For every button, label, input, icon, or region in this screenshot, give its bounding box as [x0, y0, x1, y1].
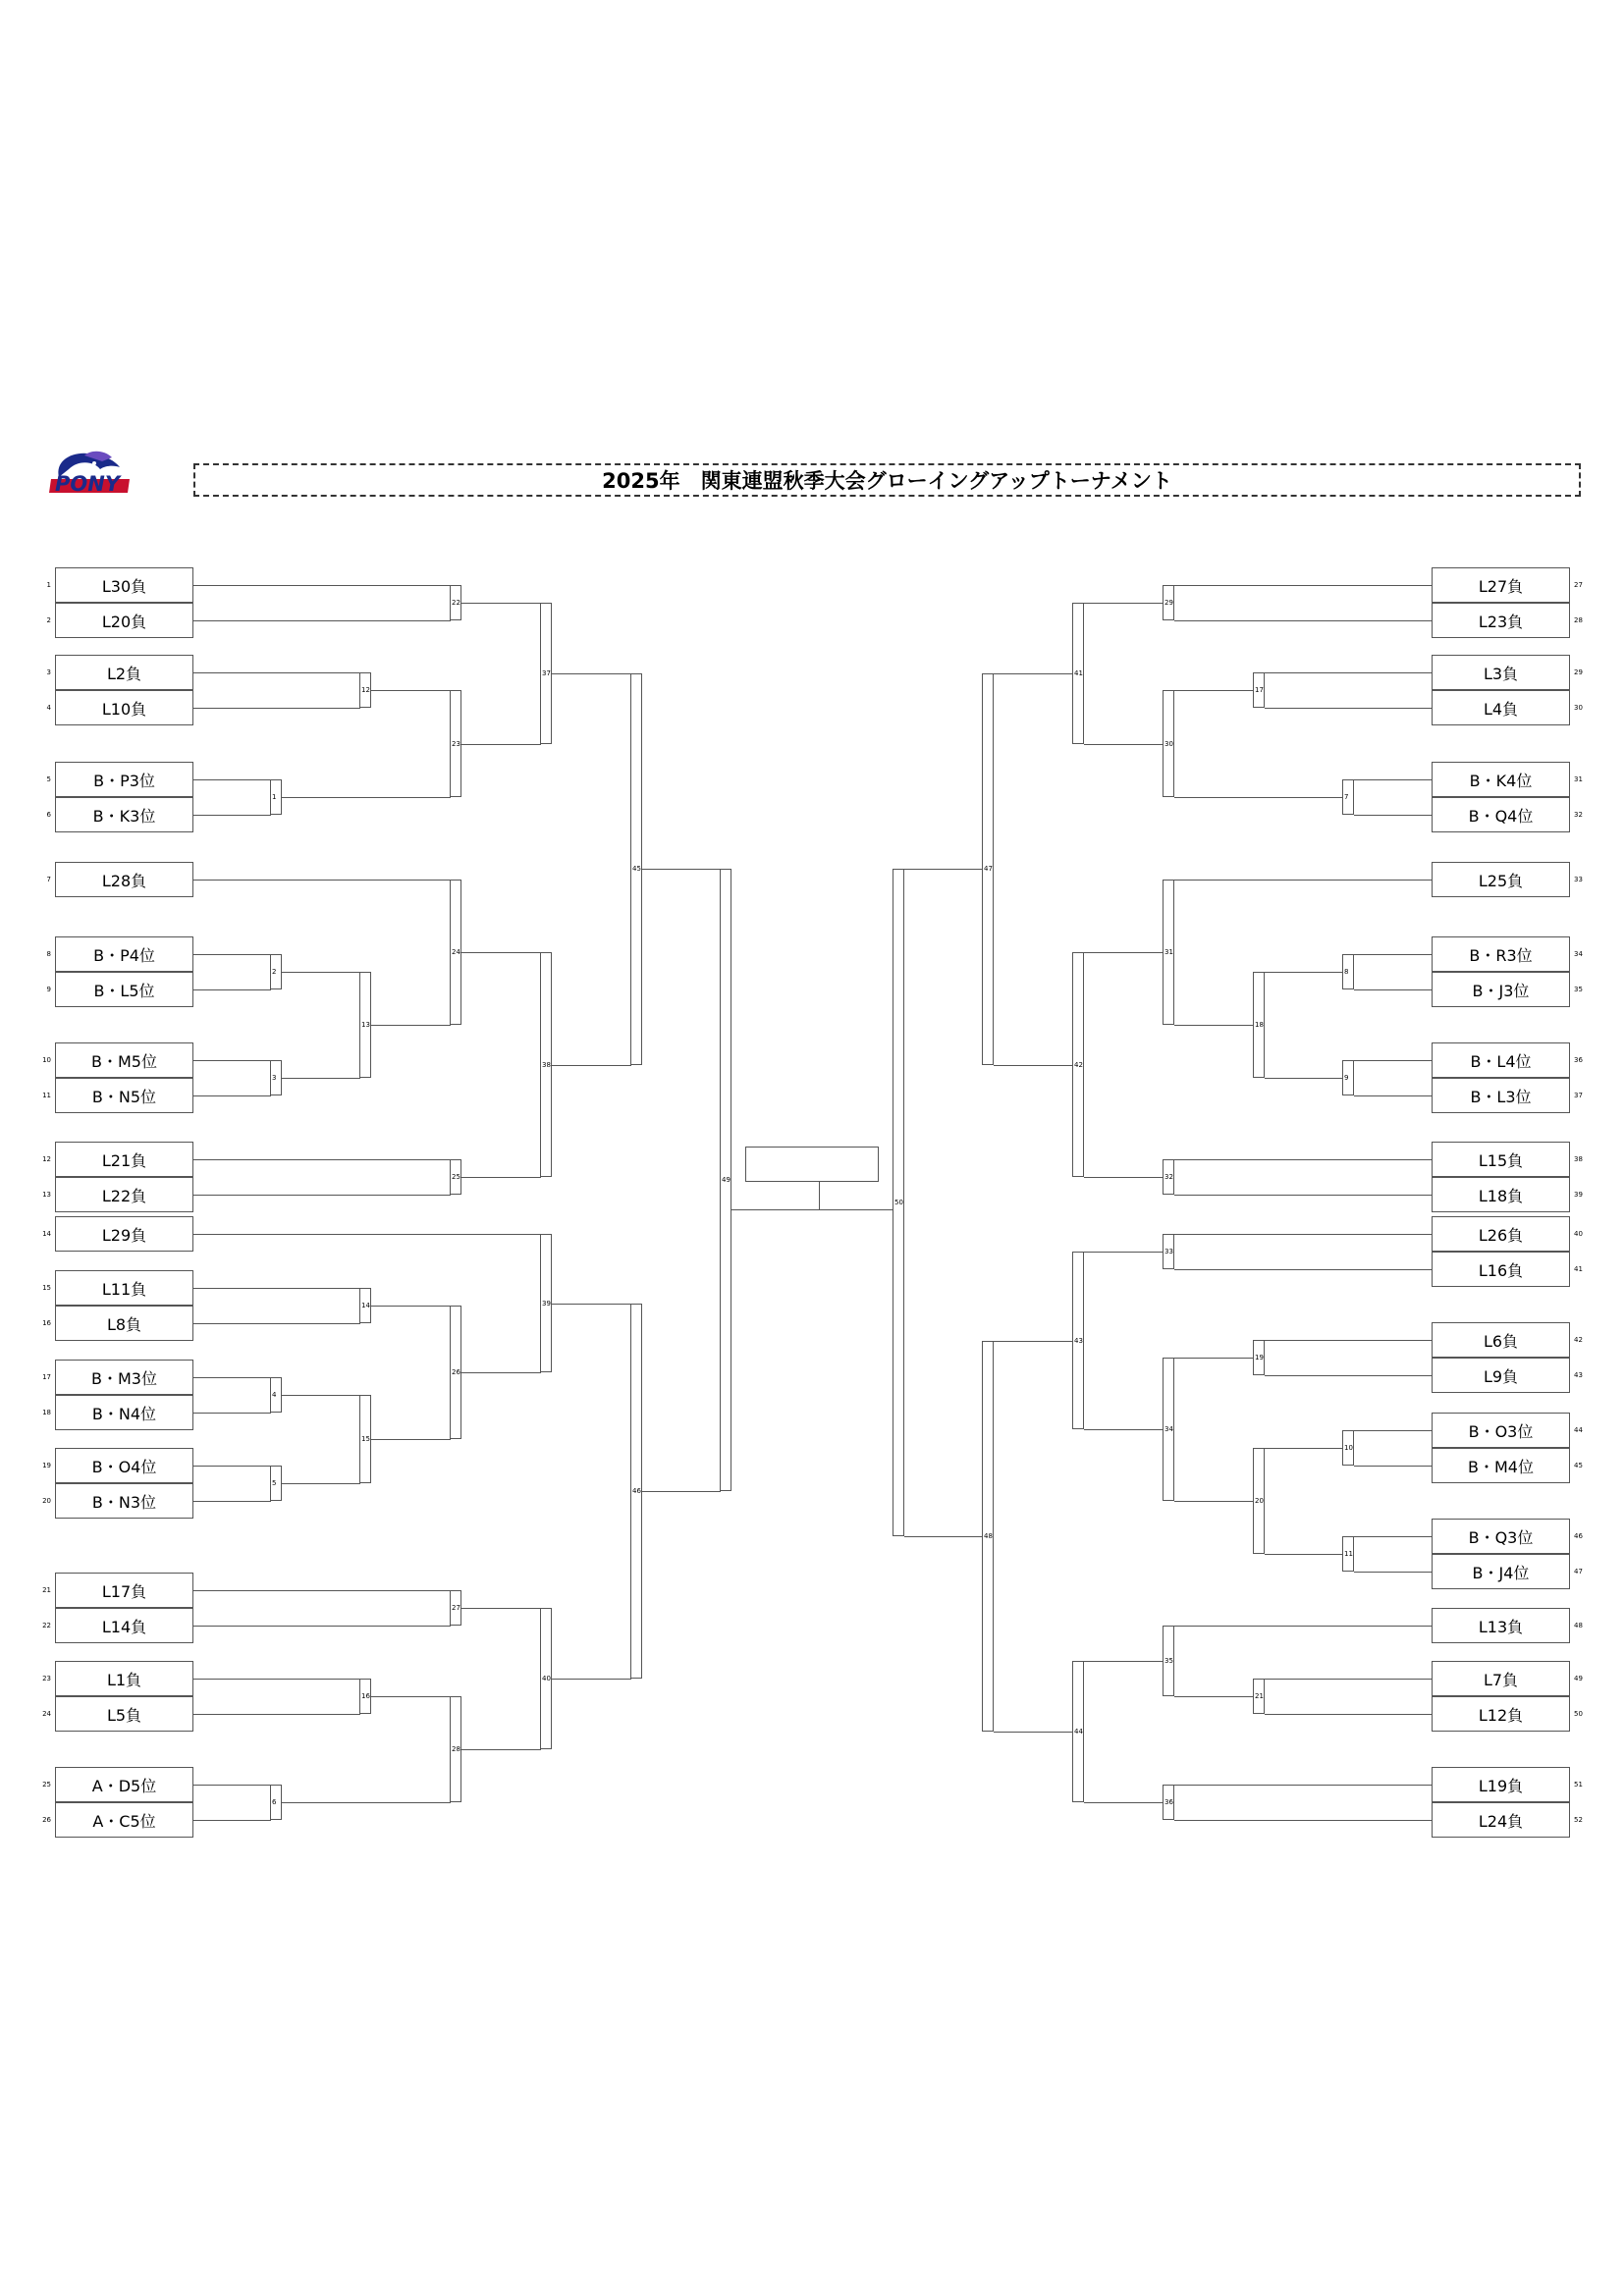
- bracket-line: [1084, 1177, 1164, 1178]
- bracket-line: [193, 1501, 271, 1502]
- bracket-line: [1174, 1025, 1254, 1026]
- team-slot[interactable]: B・M3位: [55, 1360, 193, 1395]
- team-slot[interactable]: B・M5位: [55, 1042, 193, 1078]
- match-number: 11: [1344, 1550, 1353, 1558]
- bracket-line: [193, 1413, 271, 1414]
- seed-number: 11: [42, 1092, 51, 1099]
- bracket-line: [1174, 1696, 1254, 1697]
- bracket-line: [461, 1177, 541, 1178]
- match-number: 32: [1164, 1173, 1173, 1181]
- bracket-line: [282, 1483, 360, 1484]
- team-slot[interactable]: L13負: [1432, 1608, 1570, 1643]
- seed-number: 4: [46, 704, 51, 712]
- seed-number: 31: [1574, 775, 1583, 783]
- seed-number: 3: [46, 668, 51, 676]
- seed-number: 7: [46, 876, 51, 883]
- bracket-line: [994, 1732, 1073, 1733]
- match-number: 6: [272, 1798, 277, 1806]
- team-slot[interactable]: L16負: [1432, 1252, 1570, 1287]
- team-slot[interactable]: B・L3位: [1432, 1078, 1570, 1113]
- team-slot[interactable]: L5負: [55, 1696, 193, 1732]
- bracket-line: [193, 1785, 271, 1786]
- team-slot[interactable]: A・C5位: [55, 1802, 193, 1838]
- match-number: 5: [272, 1479, 277, 1487]
- team-slot[interactable]: B・J3位: [1432, 972, 1570, 1007]
- match-number: 10: [1344, 1444, 1353, 1452]
- team-slot[interactable]: L9負: [1432, 1358, 1570, 1393]
- team-slot[interactable]: L10負: [55, 690, 193, 725]
- match-number: 7: [1344, 793, 1349, 801]
- bracket-line: [1084, 1661, 1164, 1662]
- seed-number: 23: [42, 1675, 51, 1682]
- bracket-line: [1265, 972, 1343, 973]
- team-slot[interactable]: L2負: [55, 655, 193, 690]
- seed-number: 41: [1574, 1265, 1583, 1273]
- seed-number: 34: [1574, 950, 1583, 958]
- team-slot[interactable]: B・K3位: [55, 797, 193, 832]
- bracket-line: [1354, 954, 1433, 955]
- seed-number: 20: [42, 1497, 51, 1505]
- seed-number: 49: [1574, 1675, 1583, 1682]
- seed-number: 44: [1574, 1426, 1583, 1434]
- match-number: 41: [1074, 668, 1083, 677]
- seed-number: 5: [46, 775, 51, 783]
- bracket-line: [371, 1306, 451, 1307]
- team-slot[interactable]: L11負: [55, 1270, 193, 1306]
- seed-number: 28: [1574, 616, 1583, 624]
- bracket-line: [461, 1749, 541, 1750]
- bracket-line: [193, 815, 271, 816]
- team-slot[interactable]: L12負: [1432, 1696, 1570, 1732]
- bracket-line: [1265, 1078, 1343, 1079]
- bracket-line: [193, 1323, 360, 1324]
- seed-number: 36: [1574, 1056, 1583, 1064]
- bracket-line: [193, 779, 271, 780]
- match-number: 27: [452, 1604, 460, 1612]
- bracket-line: [1354, 815, 1433, 816]
- team-slot[interactable]: L24負: [1432, 1802, 1570, 1838]
- bracket-line: [1174, 1626, 1433, 1627]
- bracket-line: [193, 1060, 271, 1061]
- bracket-line: [552, 1304, 631, 1305]
- match-number: 3: [272, 1074, 277, 1082]
- bracket-line: [1354, 1572, 1433, 1573]
- match-number: 14: [361, 1302, 370, 1309]
- bracket-line: [1354, 779, 1433, 780]
- bracket-line: [193, 954, 271, 955]
- match-number: 30: [1164, 739, 1173, 748]
- team-slot[interactable]: L27負: [1432, 567, 1570, 603]
- team-slot[interactable]: B・R3位: [1432, 936, 1570, 972]
- bracket-line: [1174, 1269, 1433, 1270]
- team-slot[interactable]: L8負: [55, 1306, 193, 1341]
- match-number: 17: [1255, 686, 1264, 694]
- bracket-line: [461, 1608, 541, 1609]
- seed-number: 9: [46, 986, 51, 993]
- bracket-line: [1174, 620, 1433, 621]
- seed-number: 24: [42, 1710, 51, 1718]
- seed-number: 8: [46, 950, 51, 958]
- seed-number: 16: [42, 1319, 51, 1327]
- bracket-line: [193, 585, 451, 586]
- bracket-line: [193, 989, 271, 990]
- bracket-line: [1174, 1159, 1433, 1160]
- match-number: 9: [1344, 1074, 1349, 1082]
- team-slot[interactable]: L1負: [55, 1661, 193, 1696]
- team-slot[interactable]: B・Q4位: [1432, 797, 1570, 832]
- bracket-line: [371, 690, 451, 691]
- seed-number: 48: [1574, 1622, 1583, 1629]
- bracket-line: [193, 1714, 360, 1715]
- seed-number: 2: [46, 616, 51, 624]
- bracket-line: [1265, 708, 1433, 709]
- seed-number: 51: [1574, 1781, 1583, 1789]
- team-slot[interactable]: B・N5位: [55, 1078, 193, 1113]
- seed-number: 47: [1574, 1568, 1583, 1575]
- bracket-line: [461, 952, 541, 953]
- team-slot[interactable]: L26負: [1432, 1216, 1570, 1252]
- team-slot[interactable]: L15負: [1432, 1142, 1570, 1177]
- match-number: 25: [452, 1173, 460, 1181]
- match-number: 36: [1164, 1798, 1173, 1806]
- match-number: 37: [542, 668, 551, 677]
- seed-number: 14: [42, 1230, 51, 1238]
- bracket-line: [904, 1536, 983, 1537]
- team-slot[interactable]: B・P4位: [55, 936, 193, 972]
- bracket-line: [1265, 1340, 1433, 1341]
- bracket-line: [731, 1209, 893, 1210]
- match-number: 48: [984, 1531, 993, 1540]
- match-number: 35: [1164, 1657, 1173, 1665]
- team-slot[interactable]: B・N3位: [55, 1483, 193, 1519]
- bracket-line: [282, 1395, 360, 1396]
- match-number: 24: [452, 948, 460, 956]
- bracket-line: [1265, 1554, 1343, 1555]
- bracket-line: [282, 797, 451, 798]
- team-slot[interactable]: B・L5位: [55, 972, 193, 1007]
- team-slot[interactable]: L22負: [55, 1177, 193, 1212]
- match-number: 20: [1255, 1497, 1264, 1505]
- seed-number: 38: [1574, 1155, 1583, 1163]
- bracket-line: [1174, 1195, 1433, 1196]
- team-slot[interactable]: L18負: [1432, 1177, 1570, 1212]
- bracket-line: [193, 708, 360, 709]
- match-number: 22: [452, 599, 460, 607]
- seed-number: 27: [1574, 581, 1583, 589]
- bracket-line: [1174, 1358, 1254, 1359]
- match-number: 29: [1164, 599, 1173, 607]
- bracket-line: [282, 972, 360, 973]
- seed-number: 29: [1574, 668, 1583, 676]
- seed-number: 43: [1574, 1371, 1583, 1379]
- team-slot[interactable]: L21負: [55, 1142, 193, 1177]
- match-number: 46: [632, 1486, 641, 1495]
- match-number: 28: [452, 1745, 460, 1753]
- bracket-line: [193, 1288, 360, 1289]
- bracket-line: [1084, 744, 1164, 745]
- bracket-line: [642, 869, 721, 870]
- seed-number: 18: [42, 1409, 51, 1416]
- team-slot[interactable]: B・K4位: [1432, 762, 1570, 797]
- bracket-line: [994, 673, 1073, 674]
- team-slot[interactable]: L4負: [1432, 690, 1570, 725]
- team-slot[interactable]: L25負: [1432, 862, 1570, 897]
- team-slot[interactable]: L30負: [55, 567, 193, 603]
- bracket-line: [193, 1195, 451, 1196]
- bracket-line: [1084, 1252, 1164, 1253]
- seed-number: 26: [42, 1816, 51, 1824]
- bracket-line: [1354, 1536, 1433, 1537]
- seed-number: 50: [1574, 1710, 1583, 1718]
- seed-number: 19: [42, 1462, 51, 1469]
- match-number: 40: [542, 1675, 551, 1682]
- seed-number: 40: [1574, 1230, 1583, 1238]
- bracket-line: [193, 1377, 271, 1378]
- team-slot[interactable]: B・J4位: [1432, 1554, 1570, 1589]
- bracket-line: [819, 1182, 820, 1210]
- match-number: 42: [1074, 1060, 1083, 1069]
- bracket-line: [1174, 797, 1343, 798]
- seed-number: 35: [1574, 986, 1583, 993]
- bracket-line: [1265, 1714, 1433, 1715]
- match-number: 26: [452, 1368, 460, 1376]
- seed-number: 45: [1574, 1462, 1583, 1469]
- bracket-line: [461, 603, 541, 604]
- bracket-line: [994, 1341, 1073, 1342]
- team-slot[interactable]: B・L4位: [1432, 1042, 1570, 1078]
- bracket-line: [552, 1065, 631, 1066]
- seed-number: 52: [1574, 1816, 1583, 1824]
- match-number: 50: [894, 1198, 903, 1206]
- svg-text:PONY: PONY: [55, 472, 121, 496]
- pony-logo: [45, 448, 135, 499]
- match-number: 8: [1344, 968, 1349, 976]
- match-number: 49: [722, 1175, 731, 1184]
- bracket-line: [193, 620, 451, 621]
- match-number: 47: [984, 865, 993, 874]
- bracket-line: [1265, 1448, 1343, 1449]
- team-slot[interactable]: A・D5位: [55, 1767, 193, 1802]
- bracket-line: [552, 673, 631, 674]
- match-number: 39: [542, 1299, 551, 1308]
- bracket-line: [1265, 1679, 1433, 1680]
- match-number: 23: [452, 739, 460, 748]
- bracket-line: [193, 1159, 451, 1160]
- bracket-line: [642, 1491, 721, 1492]
- seed-number: 37: [1574, 1092, 1583, 1099]
- bracket-line: [1174, 1501, 1254, 1502]
- match-number: 2: [272, 968, 277, 976]
- team-slot[interactable]: B・P3位: [55, 762, 193, 797]
- match-number: 18: [1255, 1021, 1264, 1029]
- team-slot[interactable]: L28負: [55, 862, 193, 897]
- seed-number: 25: [42, 1781, 51, 1789]
- seed-number: 46: [1574, 1532, 1583, 1540]
- team-slot[interactable]: B・O4位: [55, 1448, 193, 1483]
- match-number: 43: [1074, 1336, 1083, 1345]
- bracket-line: [1084, 1802, 1164, 1803]
- match-number: 33: [1164, 1248, 1173, 1255]
- bracket-line: [1354, 1060, 1433, 1061]
- team-slot[interactable]: B・M4位: [1432, 1448, 1570, 1483]
- team-slot[interactable]: L3負: [1432, 655, 1570, 690]
- bracket-line: [1354, 989, 1433, 990]
- bracket-line: [1354, 1430, 1433, 1431]
- match-number: 16: [361, 1692, 370, 1700]
- bracket-line: [193, 1234, 541, 1235]
- bracket-line: [193, 1466, 271, 1467]
- bracket-line: [461, 744, 541, 745]
- page-title: 2025年 関東連盟秋季大会グローイングアップトーナメント: [193, 463, 1581, 497]
- seed-number: 1: [46, 581, 51, 589]
- seed-number: 39: [1574, 1191, 1583, 1199]
- bracket-line: [193, 672, 360, 673]
- bracket-line: [1174, 880, 1433, 881]
- seed-number: 22: [42, 1622, 51, 1629]
- match-number: 12: [361, 686, 370, 694]
- match-number: 13: [361, 1021, 370, 1029]
- match-number: 44: [1074, 1728, 1083, 1735]
- seed-number: 21: [42, 1586, 51, 1594]
- bracket-line: [193, 1095, 271, 1096]
- match-number: 1: [272, 793, 277, 801]
- match-number: 45: [632, 865, 641, 874]
- match-number: 19: [1255, 1354, 1264, 1362]
- seed-number: 15: [42, 1284, 51, 1292]
- bracket-line: [193, 1590, 451, 1591]
- team-slot[interactable]: L19負: [1432, 1767, 1570, 1802]
- team-slot[interactable]: B・O3位: [1432, 1413, 1570, 1448]
- match-number: 21: [1255, 1692, 1264, 1700]
- bracket-line: [1354, 1095, 1433, 1096]
- bracket-line: [1174, 585, 1433, 586]
- seed-number: 42: [1574, 1336, 1583, 1344]
- bracket-line: [461, 1372, 541, 1373]
- seed-number: 6: [46, 811, 51, 819]
- team-slot[interactable]: B・Q3位: [1432, 1519, 1570, 1554]
- bracket-line: [1084, 952, 1164, 953]
- match-number: 4: [272, 1391, 277, 1399]
- seed-number: 33: [1574, 876, 1583, 883]
- bracket-line: [904, 869, 983, 870]
- bracket-line: [994, 1065, 1073, 1066]
- bracket-line: [1174, 690, 1254, 691]
- bracket-line: [1084, 603, 1164, 604]
- bracket-line: [371, 1025, 451, 1026]
- bracket-line: [1174, 1820, 1433, 1821]
- team-slot[interactable]: L7負: [1432, 1661, 1570, 1696]
- bracket-line: [552, 1679, 631, 1680]
- bracket-line: [193, 1820, 271, 1821]
- team-slot[interactable]: L20負: [55, 603, 193, 638]
- seed-number: 32: [1574, 811, 1583, 819]
- match-number: 15: [361, 1435, 370, 1443]
- bracket-line: [282, 1802, 451, 1803]
- bracket-line: [1265, 1375, 1433, 1376]
- champion-box: [745, 1147, 879, 1182]
- team-slot[interactable]: L14負: [55, 1608, 193, 1643]
- team-slot[interactable]: L23負: [1432, 603, 1570, 638]
- team-slot[interactable]: L6負: [1432, 1322, 1570, 1358]
- bracket-line: [1354, 1466, 1433, 1467]
- seed-number: 12: [42, 1155, 51, 1163]
- bracket-line: [371, 1696, 451, 1697]
- match-number: 34: [1164, 1425, 1173, 1433]
- bracket-line: [282, 1078, 360, 1079]
- bracket-line: [371, 1439, 451, 1440]
- bracket-line: [193, 1626, 451, 1627]
- seed-number: 10: [42, 1056, 51, 1064]
- team-slot[interactable]: L17負: [55, 1573, 193, 1608]
- seed-number: 30: [1574, 704, 1583, 712]
- bracket-line: [1084, 1429, 1164, 1430]
- bracket-line: [193, 880, 451, 881]
- match-number: 31: [1164, 948, 1173, 956]
- match-number: 38: [542, 1060, 551, 1069]
- bracket-line: [1174, 1234, 1433, 1235]
- seed-number: 13: [42, 1191, 51, 1199]
- team-slot[interactable]: L29負: [55, 1216, 193, 1252]
- team-slot[interactable]: B・N4位: [55, 1395, 193, 1430]
- bracket-line: [1265, 672, 1433, 673]
- seed-number: 17: [42, 1373, 51, 1381]
- bracket-line: [193, 1679, 360, 1680]
- bracket-line: [1174, 1785, 1433, 1786]
